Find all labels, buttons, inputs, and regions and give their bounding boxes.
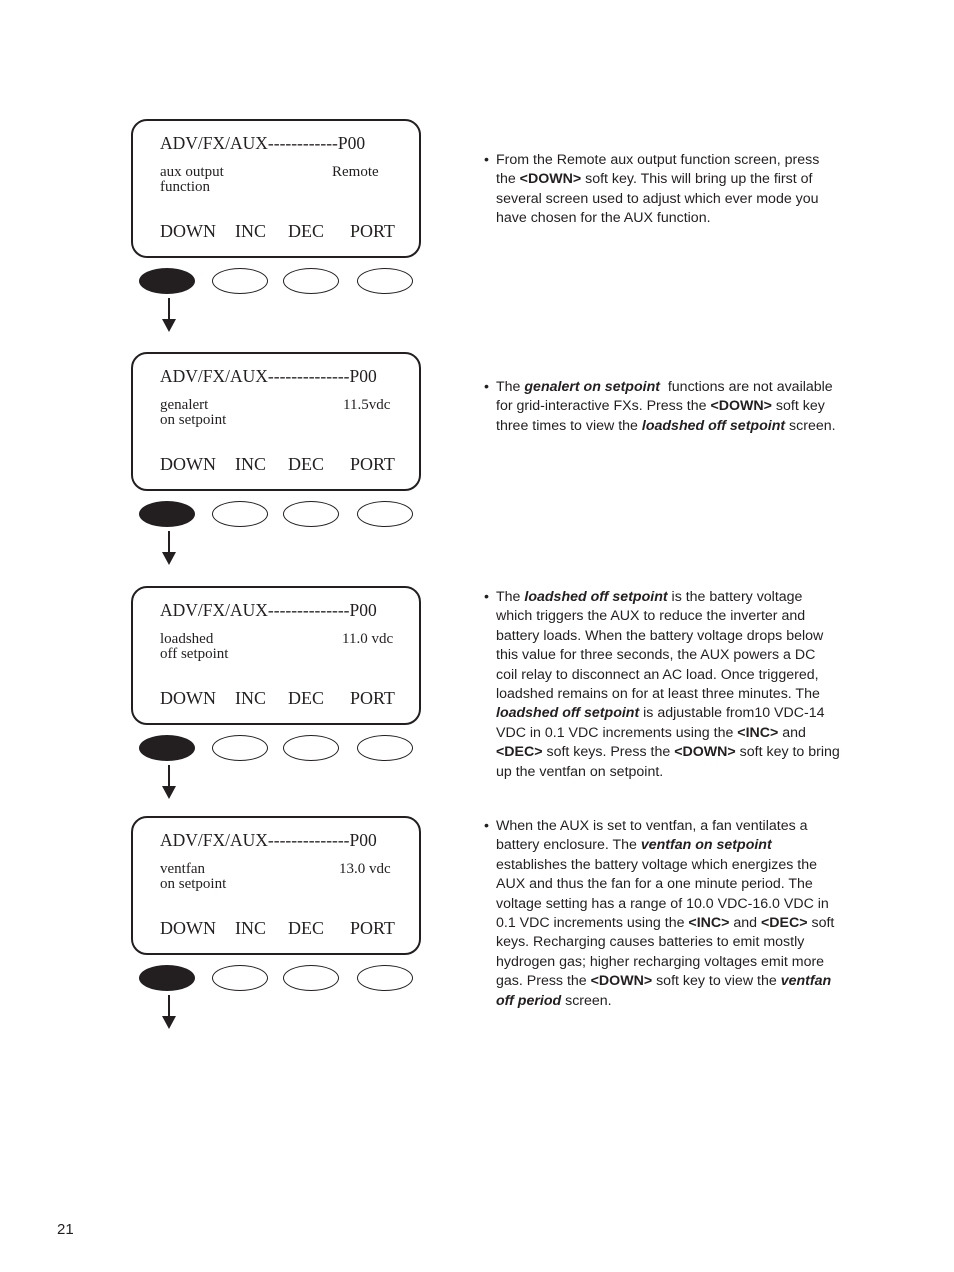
down-arrow-icon <box>161 298 177 332</box>
screen-label <box>160 165 224 195</box>
down-arrow-icon <box>161 995 177 1029</box>
dec-soft-key[interactable] <box>283 268 339 294</box>
label-line-1: aux output <box>160 164 224 180</box>
key-label-down: DOWN <box>160 688 216 708</box>
screen-title: ADV/FX/AUX--------------P00 <box>160 600 377 620</box>
page-number: 21 <box>57 1221 74 1238</box>
bullet: • <box>484 152 489 168</box>
key-label-dec: DEC <box>288 918 324 938</box>
port-soft-key[interactable] <box>357 965 413 991</box>
description-genalert <box>484 378 840 436</box>
key-label-dec: DEC <box>288 688 324 708</box>
key-label-dec: DEC <box>288 221 324 241</box>
key-label-port: PORT <box>350 221 395 241</box>
bullet: • <box>484 589 489 605</box>
port-soft-key[interactable] <box>357 501 413 527</box>
label-line-2: off setpoint <box>160 646 229 662</box>
down-arrow-icon <box>161 765 177 799</box>
screen-value: 11.0 vdc <box>342 631 394 647</box>
down-soft-key[interactable] <box>139 735 195 761</box>
inc-soft-key[interactable] <box>212 501 268 527</box>
bullet: • <box>484 379 489 395</box>
paragraph-text: From the Remote aux output function screen, press the <DOWN> soft key. This will bring up the first of several screen used to adjust which ever mode you have chosen for the AUX function. <box>496 152 820 227</box>
screen-label <box>160 632 228 662</box>
label-line-2: function <box>160 179 210 195</box>
bullet: • <box>484 818 489 834</box>
paragraph-text: When the AUX is set to ventfan, a fan ventilates a battery enclosure. The ventfan on setpoint establishes the battery voltage which energizes the AUX and thus the fan for a one minute period. The voltage setting has a range of 10.0 VDC-16.0 VDC in 0.1 VDC increments using the <INC> and <DEC> soft keys. Recharging causes batteries to emit mostly hydrogen gas; higher recharging voltages emit more gas. Press the <DOWN> soft key to view the ventfan off period screen. <box>496 818 835 1009</box>
screen-value: 11.5vdc <box>343 397 391 413</box>
down-arrow-icon <box>161 531 177 565</box>
down-soft-key[interactable] <box>139 268 195 294</box>
key-label-inc: INC <box>235 688 266 708</box>
down-soft-key[interactable] <box>139 965 195 991</box>
key-label-inc: INC <box>235 221 266 241</box>
dec-soft-key[interactable] <box>283 501 339 527</box>
description-ventfan <box>484 817 840 1011</box>
paragraph-text: The genalert on setpoint functions are not available for grid-interactive FXs. Press the <DOWN> soft key three times to view the loadshed off setpoint screen. <box>496 379 837 434</box>
key-label-inc: INC <box>235 454 266 474</box>
inc-soft-key[interactable] <box>212 965 268 991</box>
screen-value: 13.0 vdc <box>339 861 391 877</box>
label-line-1: genalert <box>160 397 209 413</box>
key-label-port: PORT <box>350 454 395 474</box>
screen-value: Remote <box>332 164 379 180</box>
screen-label <box>160 862 226 892</box>
label-line-2: on setpoint <box>160 876 227 892</box>
screen-label <box>160 398 226 428</box>
screen-title: ADV/FX/AUX--------------P00 <box>160 830 377 850</box>
down-soft-key[interactable] <box>139 501 195 527</box>
lcd-screen-aux-output-function <box>131 119 421 258</box>
lcd-screen-ventfan-on-setpoint <box>131 816 421 955</box>
paragraph-text: The loadshed off setpoint is the battery voltage which triggers the AUX to reduce the inverter and battery loads. When the battery voltage drops below this value for three seconds, the AUX powers a DC coil relay to disconnect an AC load. Once triggered, loadshed remains on for at least three minutes. The loadshed off setpoint is adjustable from10 VDC-14 VDC in 0.1 VDC increments using the <INC> and <DEC> soft keys. Press the <DOWN> soft key to bring up the ventfan on setpoint. <box>496 589 840 780</box>
inc-soft-key[interactable] <box>212 735 268 761</box>
key-label-dec: DEC <box>288 454 324 474</box>
inc-soft-key[interactable] <box>212 268 268 294</box>
key-label-inc: INC <box>235 918 266 938</box>
screen-title: ADV/FX/AUX------------P00 <box>160 133 366 153</box>
key-label-port: PORT <box>350 688 395 708</box>
dec-soft-key[interactable] <box>283 735 339 761</box>
key-label-down: DOWN <box>160 918 216 938</box>
dec-soft-key[interactable] <box>283 965 339 991</box>
description-aux-output <box>484 151 840 229</box>
lcd-screen-genalert-on-setpoint <box>131 352 421 491</box>
screen-title: ADV/FX/AUX--------------P00 <box>160 366 377 386</box>
key-label-down: DOWN <box>160 221 216 241</box>
description-loadshed <box>484 588 840 782</box>
label-line-1: loadshed <box>160 631 214 647</box>
port-soft-key[interactable] <box>357 268 413 294</box>
key-label-port: PORT <box>350 918 395 938</box>
key-label-down: DOWN <box>160 454 216 474</box>
label-line-2: on setpoint <box>160 412 227 428</box>
lcd-screen-loadshed-off-setpoint <box>131 586 421 725</box>
port-soft-key[interactable] <box>357 735 413 761</box>
label-line-1: ventfan <box>160 861 205 877</box>
